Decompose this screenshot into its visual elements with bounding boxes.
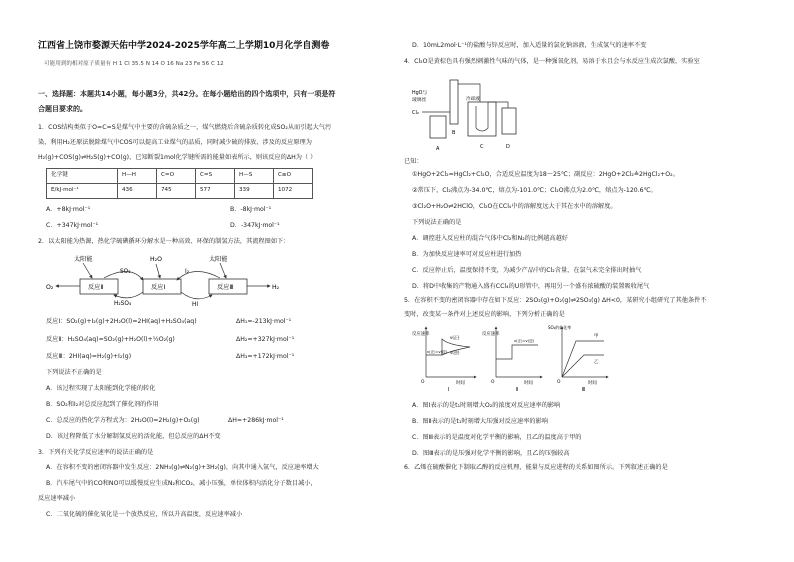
cl2-inlet-label: Cl₂ (412, 110, 419, 116)
graph-3-label-yi: 乙 (594, 360, 599, 365)
table-cell: C=O (157, 169, 196, 184)
q2-option-d: D．该过程降低了水分解制氢反应的活化能，但总反应的ΔH不变 (46, 433, 221, 440)
hi-label: HI (192, 302, 199, 308)
graph-1-label-1: v(正) (450, 335, 460, 340)
q3-stem: 3．下列有关化学反应速率的说法正确的是 (38, 449, 154, 456)
graph-3-curve-yi (562, 355, 604, 377)
table-cell: 436 (118, 184, 157, 199)
table-cell: H—H (118, 169, 157, 184)
graph-1-label-3: v(正)=v(逆) (427, 350, 448, 354)
q5-stem-cont: 变时，改变某一条件对上述反应的影响，下列分析正确的是 (404, 311, 565, 318)
q4-ask: 下列说法正确的是 (412, 219, 462, 226)
table-cell: C≡O (274, 169, 313, 184)
q2-reaction-2-dh: ΔH₂=+327kJ·mol⁻¹ (236, 336, 295, 343)
q6-stem: 6．乙烯在硫酸催化下制取乙醇的反应机理，能量与反应进程的关系如图所示。下列叙述正确的是 (404, 464, 668, 471)
q1-option-c: C．+347kJ·mol⁻¹ (46, 222, 99, 229)
q4-option-d: D．将D中收集的产物通入盛有CCl₄的U形管中，再用另一个盛有浓硫酸的装置吸收尾气 (412, 283, 650, 290)
si-cycle-diagram (44, 252, 284, 308)
graph-3-x-label: 时间 (588, 381, 597, 386)
table-cell: E/kJ·mol⁻¹ (47, 184, 118, 199)
table-cell: 1072 (274, 184, 313, 199)
table-cell: 577 (196, 184, 235, 199)
q5-option-c: C．图Ⅲ表示的是温度对化学平衡的影响，且乙的温度高于甲的 (412, 434, 582, 441)
graph-1-label-2: v(逆) (450, 350, 460, 355)
q4-known-2: ②常压下，Cl₂沸点为-34.0℃，熔点为-101.0℃；Cl₂O沸点为2.0℃，熔点为-120.6℃。 (412, 187, 657, 194)
table-cell: H—S (235, 169, 274, 184)
q2-reaction-1: 反应Ⅰ：SO₂(g)+I₂(g)+2H₂O(l)=2HI(aq)+H₂SO₄(aq) (46, 318, 197, 325)
q1-option-d: D．-347kJ·mol⁻¹ (230, 222, 280, 229)
table-cell: C=S (196, 169, 235, 184)
graph-1-x-label: 时间 (456, 381, 465, 386)
graph-1-y-label: 反应速率 (412, 332, 430, 337)
label-d: D (506, 144, 510, 150)
graph-1-origin: O (421, 380, 425, 385)
reaction-column (450, 80, 458, 124)
q5-option-d: D．图Ⅲ表示的是压强对化学平衡的影响，且乙的压强较高 (412, 450, 570, 457)
q2-reaction-3-dh: ΔH₃=+172kJ·mol⁻¹ (236, 353, 295, 360)
section-heading-cont: 合题目要求的。 (38, 105, 87, 113)
q1-option-b: B．-8kJ·mol⁻¹ (230, 206, 272, 213)
q4-known-1: ①HgO+2Cl₂=HgCl₂+Cl₂O，合适反应温度为18～25℃；副反应：2HgO+2Cl₂≜2HgCl₂+O₂。 (412, 171, 679, 178)
q3-option-b: B．汽车尾气中的CO和NO可以缓慢反应生成N₂和CO₂，减小压强，单位体积内活化分子数目减小， (46, 480, 317, 487)
h2o-arrow (156, 264, 160, 278)
apparatus-diagram (410, 72, 520, 154)
flask-a (430, 116, 446, 138)
h2o-label: H₂O (150, 256, 163, 263)
sun-label-1: 太阳能 (74, 256, 93, 263)
graph-2-origin: O (491, 380, 495, 385)
q4-stem: 4．Cl₂O是黄棕色具有强烈刺激性气味的气体，是一种强氧化剂，易溶于水且会与水反应生成次氯酸，实验室 (404, 58, 700, 65)
graph-3 (548, 324, 608, 393)
reaction-2-label: 反应Ⅱ (88, 284, 104, 291)
graph-3-y-label: SO₂的转化率 (548, 325, 572, 330)
q4-known: 已知： (404, 158, 423, 165)
sun-label-2: 太阳能 (209, 256, 228, 263)
sun-arrow-1 (83, 263, 92, 278)
reaction-3-label: 反应Ⅲ (217, 284, 234, 291)
table-cell: 745 (157, 184, 196, 199)
graph-3-origin: O (557, 380, 561, 385)
h2so4-label: H₂SO₄ (114, 301, 132, 307)
label-b: B (452, 130, 456, 136)
table-row (47, 184, 313, 199)
collector-d (502, 108, 516, 134)
table-cell: 化学键 (47, 169, 118, 184)
cooling-label: 冷却液 (466, 97, 480, 102)
q4-option-c: C．反应停止后，温度保持不变，为减少产品中的Cl₂含量，在氯气未完全排出时抽气 (412, 267, 642, 274)
reaction-1-label: 反应Ⅰ (151, 284, 166, 291)
atomic-mass-note: 可能用到的相对原子质量有 H 1 Cl 35.5 N 14 O 16 Na 23 Fe 56 C 12 (44, 61, 224, 67)
q5-stem: 5．在容积不变的密闭容器中存在如下反应：2SO₂(g)+O₂(g)⇌2SO₃(g) ΔH<0，某研究小组研究了其他条件不 (404, 297, 707, 304)
graph-2-label-1: v(正)=v(逆) (514, 339, 535, 343)
graph-1-caption: Ⅰ (448, 387, 450, 393)
q2-stem: 2．以太阳能为热源，热化学硫碘循环分解水是一种高效、环保的制氢方法，其流程图如下： (38, 238, 290, 245)
q4-option-a: A．调控进入反应柱的混合气体中Cl₂和N₂的比例越高越好 (412, 235, 568, 242)
q2-reaction-1-dh: ΔH₁=-213kJ·mol⁻¹ (236, 318, 292, 325)
q4-known-3: ③Cl₂O+H₂O⇌2HClO，Cl₂O在CCl₄中的溶解度远大于其在水中的溶解度。 (412, 203, 617, 210)
q2-reaction-3: 反应Ⅲ：2HI(aq)=H₂(g)+I₂(g) (46, 353, 132, 360)
i2-label: I₂ (185, 269, 190, 275)
label-c: C (480, 144, 484, 150)
sun-arrow-2 (220, 263, 226, 278)
graph-3-label-jia: 甲 (594, 334, 599, 339)
q2-option-c-dh: ΔH=+286kJ·mol⁻¹ (228, 417, 284, 424)
section-heading: 一、选择题：本题共14小题，每小题3分，共42分。在每小题给出的四个选项中，只有一项是符 (38, 90, 336, 98)
q2-option-a: A．该过程实现了太阳能到化学能的转化 (46, 385, 156, 392)
q4-option-b: B．为加快反应速率可对反应柱进行加热 (412, 251, 522, 258)
q5-option-a: A．图Ⅰ表示的是t₁时刻增大O₂的浓度对反应速率的影响 (412, 402, 561, 409)
q2-reaction-2: 反应Ⅱ：H₂SO₄(aq)=SO₂(g)+H₂O(l)+½O₂(g) (46, 336, 175, 343)
page-title: 江西省上饶市婺源天佑中学2024-2025学年高二上学期10月化学自测卷 (38, 41, 330, 51)
table-header-row (47, 169, 313, 184)
graph-1 (412, 327, 476, 393)
q2-ask: 下列说法不正确的是 (46, 369, 102, 376)
q3-option-a: A．在容积不变的密闭容器中发生反应：2NH₃(g)⇌N₂(g)+3H₂(g)，向其中通入氩气，反应速率增大 (46, 464, 319, 471)
u-tube (476, 106, 488, 131)
q3-option-b-cont: 反应速率减小 (38, 495, 76, 502)
q1-line1: 1．COS结构类似于O=C=S是煤气中主要的含硫杂质之一，煤气燃烧后含硫杂质转化成SO₂从而引起大气污 (38, 124, 332, 131)
q2-option-c: C．总反应的热化学方程式为：2H₂O(l)=2H₂(g)+O₂(g) (46, 417, 200, 424)
graph-2-caption: Ⅱ (516, 387, 519, 393)
h2-label: H₂ (272, 284, 280, 291)
graph-3-curve-jia (562, 341, 604, 377)
so2-label: SO₂ (120, 269, 131, 275)
label-a: A (436, 146, 440, 152)
graph-2-curve (496, 345, 538, 359)
graph-3-caption: Ⅲ (582, 387, 586, 393)
q3-option-d: D．10mL2mol·L⁻¹的盐酸与锌反应时，加入适量的氯化钠溶液，生成氢气的速率不变 (412, 42, 647, 49)
bond-energy-table (46, 168, 313, 199)
graph-2-y-label: 反应速率 (482, 332, 500, 337)
graph-2-x-label: 时间 (524, 381, 533, 386)
table-cell: 339 (235, 184, 274, 199)
graph-2 (482, 327, 542, 393)
q3-option-c: C．二氧化硫的催化氧化是一个放热反应，所以升高温度，反应速率减小 (46, 511, 243, 518)
apparatus-label-2: 玻璃丝 (412, 98, 427, 103)
apparatus-label-1: HgO与 (412, 91, 428, 96)
q1-option-a: A．+8kJ·mol⁻¹ (46, 206, 91, 213)
q5-option-b: B．图Ⅱ表示的是t₁时刻增大压强对反应速率的影响 (412, 418, 548, 425)
hi-arrow (181, 292, 212, 299)
o2-label: O₂ (46, 284, 54, 291)
q5-graphs (412, 323, 612, 393)
outlet-tube (488, 102, 508, 108)
q2-option-b: B．SO₂和I₂对总反应起到了催化剂的作用 (46, 401, 159, 408)
q1-line3: H₂(g)+COS(g)⇌H₂S(g)+CO(g)，已知断裂1mol化学键所需的能量如表所示，则该反应的ΔH为（ ） (38, 154, 317, 161)
q1-line2: 染，利用H₂还原法脱除煤气中COS可以提高工业煤气的品质，同时减少硫的排放，涉及的反应原理为 (38, 139, 312, 146)
